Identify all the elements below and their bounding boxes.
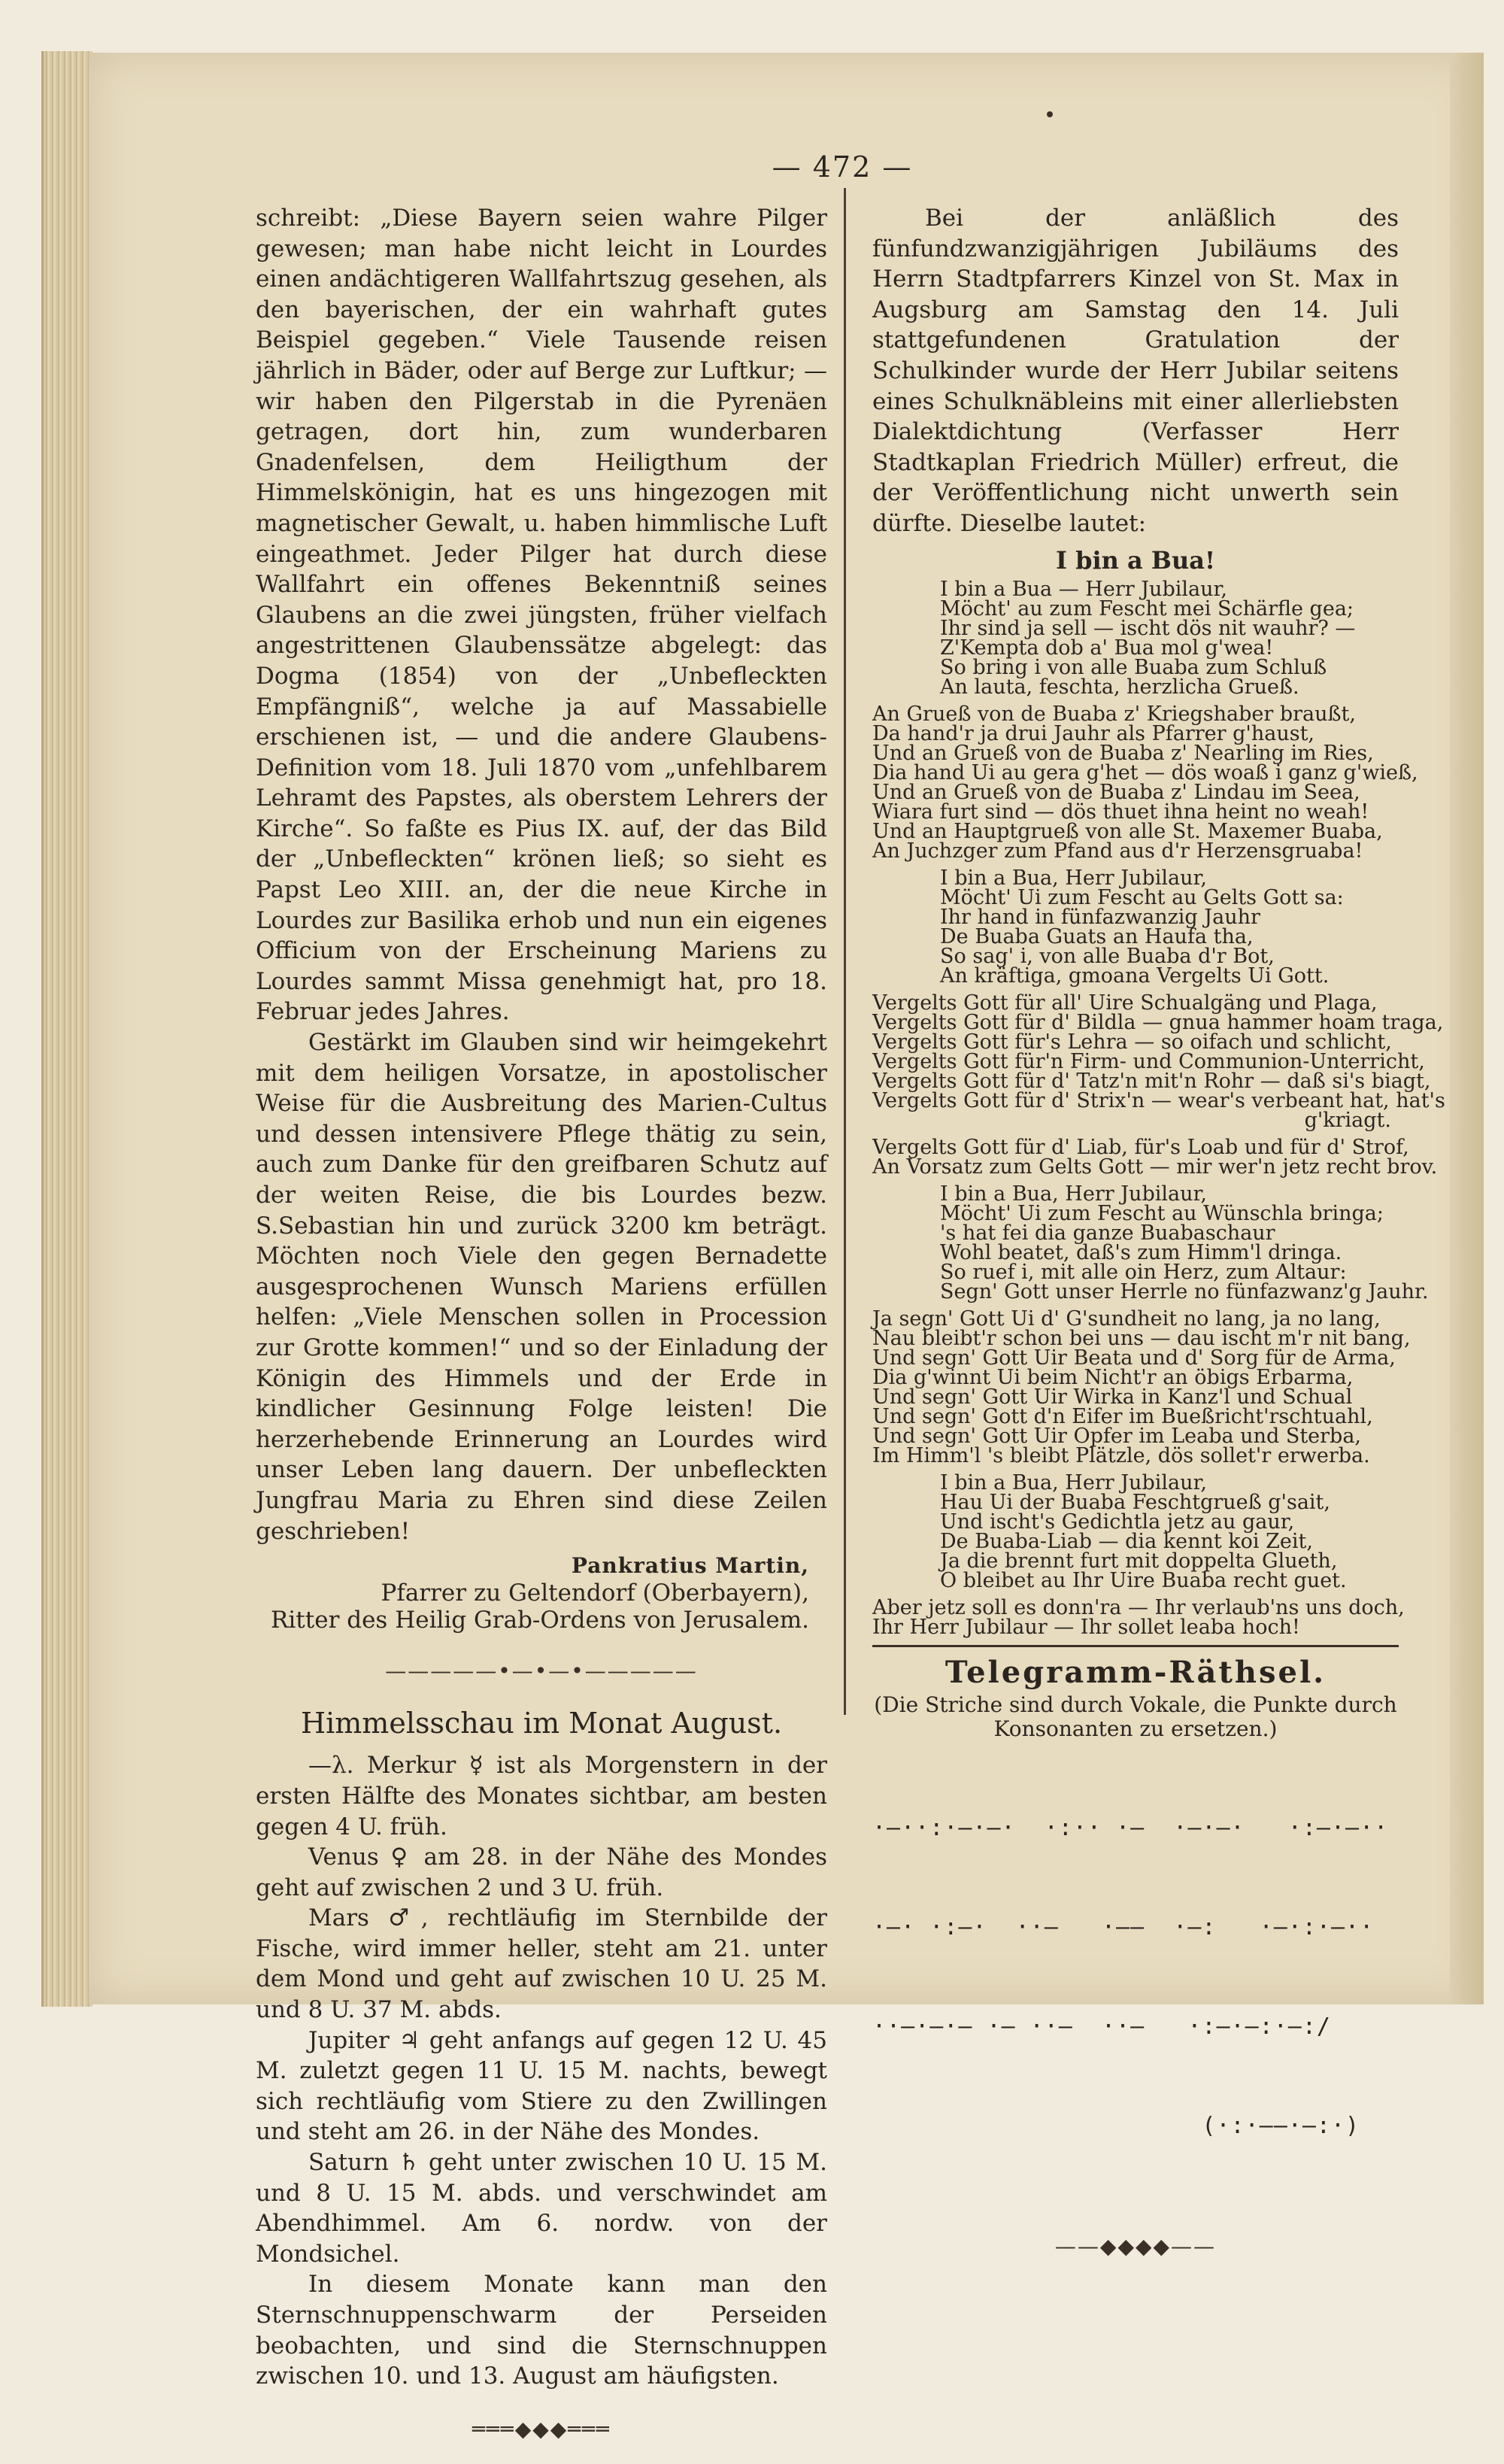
signature-title-1: Pfarrer zu Geltendorf (Oberbayern),: [381, 1579, 809, 1607]
pilgrimage-paragraph-2: Gestärkt im Glauben sind wir heimgekehrt mit dem heiligen Vorsatze, in apostolischer Weise für die Ausbreitung des Marien-Cultus und dessen intensivere Pflege thätig zu sein, auch zum Danke für den greifbaren Schutz auf der weiten Reise, die bis Lourdes bezw. S.Sebastian hin und zurück 3200 km beträgt. Möchten noch Viele den gegen Bernadette ausgesprochenen Wunsch Mariens erfüllen helfen: „Viele Menschen sollen in Procession zur Grotte kommen!“ und so der Einladung der Königin des Himmels und der Erde in kindlicher Gesinnung Folge leisten! Die herzerhebende Erinnerung an Lourdes wird unser Leben lang dauern. Der unbefleckten Jungfrau Maria zu Ehren sind diese Zeilen geschrieben!: [256, 1029, 827, 1545]
poem-stanza: [872, 991, 1445, 1133]
poem-stanza: [872, 702, 1418, 863]
section-rule: [872, 1645, 1399, 1647]
astro-mars: Mars ♂, rechtläufig im Sternbilde der Fische, wird immer heller, steht am 21. unter dem Mond und geht auf zwischen 10 U. 25 M. und 8 U. 37 M. abds.: [256, 1904, 827, 2024]
ornament-divider-2: ═══◆◆◆═══: [472, 2416, 611, 2441]
column-divider: [844, 188, 846, 1715]
poem-line: Und an Grueß von de Buaba z' Lindau im Seea,: [872, 781, 1360, 805]
right-column: [872, 203, 1445, 2281]
poem-line: Segn' Gott unser Herrle no fünfazwanz'g Jauhr.: [940, 1280, 1429, 1304]
page-number: — 472 —: [772, 150, 913, 184]
section-title-himmelsschau: Himmelsschau im Monat August.: [300, 1706, 783, 1740]
astro-saturn: Saturn ♄ geht unter zwischen 10 U. 15 M. und 8 U. 15 M. abds. und verschwindet am Abendhimmel. Am 6. nordw. von der Mondsichel.: [256, 2149, 827, 2268]
poem-line: Ihr sind ja sell — ischt dös nit wauhr? —: [940, 617, 1356, 641]
poem-line: An lauta, feschta, herzlicha Grueß.: [940, 675, 1299, 699]
astro-jupiter: Jupiter ♃ geht anfangs auf gegen 12 U. 45 M. zuletzt gegen 11 U. 15 M. nachts, bewegt sich rechtläufig vom Stiere zu den Zwillingen und steht am 26. in der Nähe des Mondes.: [256, 2026, 827, 2146]
ornament-divider-1: —————•—•—•—————: [385, 1658, 698, 1684]
poem-line: Und ischt's Gedichtla jetz au gaur,: [940, 1510, 1295, 1534]
poem-line: Und segn' Gott Uir Beata und d' Sorg für de Arma,: [872, 1346, 1396, 1370]
poem-line: Und segn' Gott Uir Wirka in Kanz'l und Schual: [872, 1385, 1353, 1410]
poem-line: Vergelts Gott für all' Uire Schualgäng und Plaga,: [872, 991, 1378, 1015]
poem-stanza: [872, 866, 1399, 988]
poem-line: Vergelts Gott für d' Strix'n — wear's verbeant hat, hat's: [872, 1089, 1445, 1113]
poem-line: An Juchzger zum Pfand aus d'r Herzensgruaba!: [872, 839, 1363, 863]
poem-line: Z'Kempta dob a' Bua mol g'wea!: [940, 636, 1274, 660]
poem-line: Ihr hand in fünfazwanzig Jauhr: [940, 906, 1260, 930]
puzzle-lines: [872, 1746, 1399, 2209]
poem-stanza: [872, 580, 1399, 697]
poem-line: So sag' i, von alle Buaba d'r Bot,: [940, 945, 1275, 969]
astro-venus: Venus ♀ am 28. in der Nähe des Mondes geht auf zwischen 2 und 3 U. früh.: [256, 1843, 827, 1901]
poem-line: Möcht' Ui zum Fescht au Wünschla bringa;: [940, 1202, 1384, 1226]
page-right-edge: [1450, 53, 1484, 2004]
ornament-divider-3: ——◆◆◆◆——: [1054, 2233, 1217, 2259]
puzzle-line: ··—·—·— ·— ··— ··— ·:—·—:·—:/: [872, 2013, 1331, 2040]
poem-line: Vergelts Gott für d' Bildla — gnua hammer hoam traga,: [872, 1011, 1444, 1035]
pilgrimage-paragraph-1: schreibt: „Diese Bayern seien wahre Pilger gewesen; man habe nicht leicht in Lourdes einen andächtigeren Wallfahrtszug gesehen, als den bayerischen, der ein wahrhaft gutes Beispiel gegeben.“ Viele Tausende reisen jährlich in Bäder, oder auf Berge zur Luftkur; — wir haben den Pilgerstab in die Pyrenäen getragen, dort hin, zum wunderbaren Gnadenfelsen, dem Heiligthum der Himmelskönigin, hat es uns hingezogen mit magnetischer Gewalt, u. haben himmlische Luft eingeathmet. Jeder Pilger hat durch diese Wallfahrt ein offenes Bekenntniß seines Glaubens an die zwei jüngsten, früher vielfach angestrittenen Glaubenssätze abgelegt: das Dogma (1854) von der „Unbefleckten Empfängniß“, welche ja auf Massabielle erschienen ist, — und die andere Glaubens-Definition vom 18. Juli 1870 vom „unfehlbarem Lehramt des Papstes, als oberstem Lehrers der Kirche“. So faßte es Pius IX. auf, der das Bild der „Unbefleckten“ krönen ließ; so sieht es Papst Leo XIII. an, der die neue Kirche in Lourdes zur Basilika erhob und nun ein eigenes Officium von der Erscheinung Mariens zu Lourdes sammt Missa genehmigt hat, pro 18. Februar jedes Jahres.: [256, 205, 827, 1026]
left-column: [256, 203, 827, 2464]
poem-line: Ja die brennt furt mit doppelta Glueth,: [940, 1549, 1338, 1573]
poem-line: Dia g'winnt Ui beim Nicht'r an öbigs Erbarma,: [872, 1366, 1354, 1390]
poem-line: Im Himm'l 's bleibt Plätzle, dös sollet'r erwerba.: [872, 1444, 1370, 1468]
poem-line: An Grueß von de Buaba z' Kriegshaber braußt,: [872, 702, 1356, 727]
poem-stanza: [872, 1307, 1411, 1468]
poem-line: Möcht' Ui zum Fescht au Gelts Gott sa:: [940, 886, 1344, 910]
poem-line: Und segn' Gott d'n Eifer im Bueßricht'rschtuahl,: [872, 1405, 1373, 1429]
poem-stanza: [872, 1182, 1429, 1304]
poem-line: 's hat fei dia ganze Buabaschaur: [940, 1221, 1275, 1246]
poem-line: Und segn' Gott Uir Opfer im Leaba und Sterba,: [872, 1425, 1362, 1449]
poem-line: Vergelts Gott für d' Tatz'n mit'n Rohr — daß si's biagt,: [872, 1070, 1431, 1094]
poem-line: De Buaba Guats an Haufa tha,: [940, 925, 1254, 949]
poem-line: So bring i von alle Buaba zum Schluß: [940, 656, 1327, 680]
poem-line: Dia hand Ui au gera g'het — dös woaß i ganz g'wieß,: [872, 761, 1418, 785]
signature-title-2: Ritter des Heilig Grab-Ordens von Jerusalem.: [271, 1607, 809, 1634]
poem-line: Vergelts Gott für's Lehra — so oifach und schlicht,: [872, 1030, 1392, 1054]
poem-stanza: [872, 1596, 1405, 1640]
puzzle-line: (·:·——·—:·): [872, 2112, 1360, 2139]
poem-line: Und an Grueß von de Buaba z' Nearling im Ries,: [872, 742, 1374, 766]
poem-line: I bin a Bua, Herr Jubilaur,: [940, 1182, 1208, 1206]
ink-mark: [1047, 111, 1053, 117]
signature: [256, 1552, 827, 1634]
poem-line: Aber jetz soll es donn'ra — Ihr verlaub'ns uns doch,: [872, 1596, 1405, 1620]
poem-line: Möcht' au zum Fescht mei Schärfle gea;: [940, 597, 1354, 621]
poem-line: So ruef i, mit alle oin Herz, zum Altaur:: [940, 1261, 1347, 1285]
poem-line: Wohl beatet, daß's zum Himm'l dringa.: [940, 1241, 1342, 1265]
book-page-edges: [41, 51, 92, 2007]
poem-line: An Vorsatz zum Gelts Gott — mir wer'n jetz recht brov.: [872, 1155, 1438, 1179]
poem-line: Wiara furt sind — dös thuet ihna heint no weah!: [872, 800, 1369, 824]
jubilee-intro: Bei der anläßlich des fünfundzwanzigjährigen Jubiläums des Herrn Stadtpfarrers Kinzel von St. Max in Augsburg am Samstag den 14. Juli stattgefundenen Gratulation der Schulkinder wurde der Herr Jubilar seitens eines Schulknäbleins mit einer allerliebsten Dialektdichtung (Verfasser Herr Stadtkaplan Friedrich Müller) erfreut, die der Veröffentlichung nicht unwerth sein dürfte. Dieselbe lautet:: [872, 205, 1399, 537]
poem-line: Nau bleibt'r schon bei uns — dau ischt m'r nit bang,: [872, 1327, 1411, 1351]
poem-line: I bin a Bua, Herr Jubilaur,: [940, 1471, 1208, 1495]
poem-line: An kräftiga, gmoana Vergelts Ui Gott.: [940, 964, 1330, 988]
poem-line: Vergelts Gott für d' Liab, für's Loab und für d' Strof,: [872, 1136, 1409, 1160]
poem-line: Ihr Herr Jubilaur — Ihr sollet leaba hoch!: [872, 1616, 1300, 1640]
poem-stanzas: [872, 578, 1445, 1640]
poem-stanza: [872, 1136, 1438, 1179]
poem-line: Vergelts Gott für'n Firm- und Communion-Unterricht,: [872, 1050, 1425, 1074]
puzzle-note: (Die Striche sind durch Vokale, die Punkte durch Konsonanten zu ersetzen.): [874, 1692, 1397, 1741]
poem-line: Da hand'r ja drui Jauhr als Pfarrer g'haust,: [872, 722, 1315, 746]
poem-line: Ja segn' Gott Ui d' G'sundheit no lang, ja no lang,: [872, 1307, 1381, 1331]
poem-stanza: [872, 1473, 1399, 1591]
poem-line: I bin a Bua — Herr Jubilaur,: [940, 578, 1228, 602]
poem-line: De Buaba-Liab — dia kennt koi Zeit,: [940, 1530, 1313, 1554]
poem-line: Hau Ui der Buaba Feschtgrueß g'sait,: [940, 1491, 1330, 1515]
puzzle-title: Telegramm-Räthsel.: [945, 1655, 1327, 1691]
signature-name: Pankratius Martin,: [571, 1553, 809, 1579]
poem-line: O bleibet au Ihr Uire Buaba recht guet.: [940, 1569, 1347, 1593]
poem-line-wrap: g'kriagt.: [1304, 1109, 1391, 1133]
poem-line: Und an Hauptgrueß von alle St. Maxemer Buaba,: [872, 820, 1383, 844]
poem-title: I bin a Bua!: [1055, 545, 1215, 575]
astro-perseiden: In diesem Monate kann man den Sternschnuppenschwarm der Perseiden beobachten, und sind die Sternschnuppen zwischen 10. und 13. August am häufigsten.: [256, 2271, 827, 2390]
astro-merkur: —λ. Merkur ☿ ist als Morgenstern in der ersten Hälfte des Monates sichtbar, am besten gegen 4 U. früh.: [256, 1752, 827, 1840]
puzzle-line: ·—· ·:—· ··— ·—— ·—: ·—·:·—··: [872, 1913, 1375, 1941]
poem-line: I bin a Bua, Herr Jubilaur,: [940, 866, 1208, 891]
puzzle-line: ·—··:·—·—· ·:·· ·— ·—·—· ·:—·—··: [872, 1814, 1389, 1841]
